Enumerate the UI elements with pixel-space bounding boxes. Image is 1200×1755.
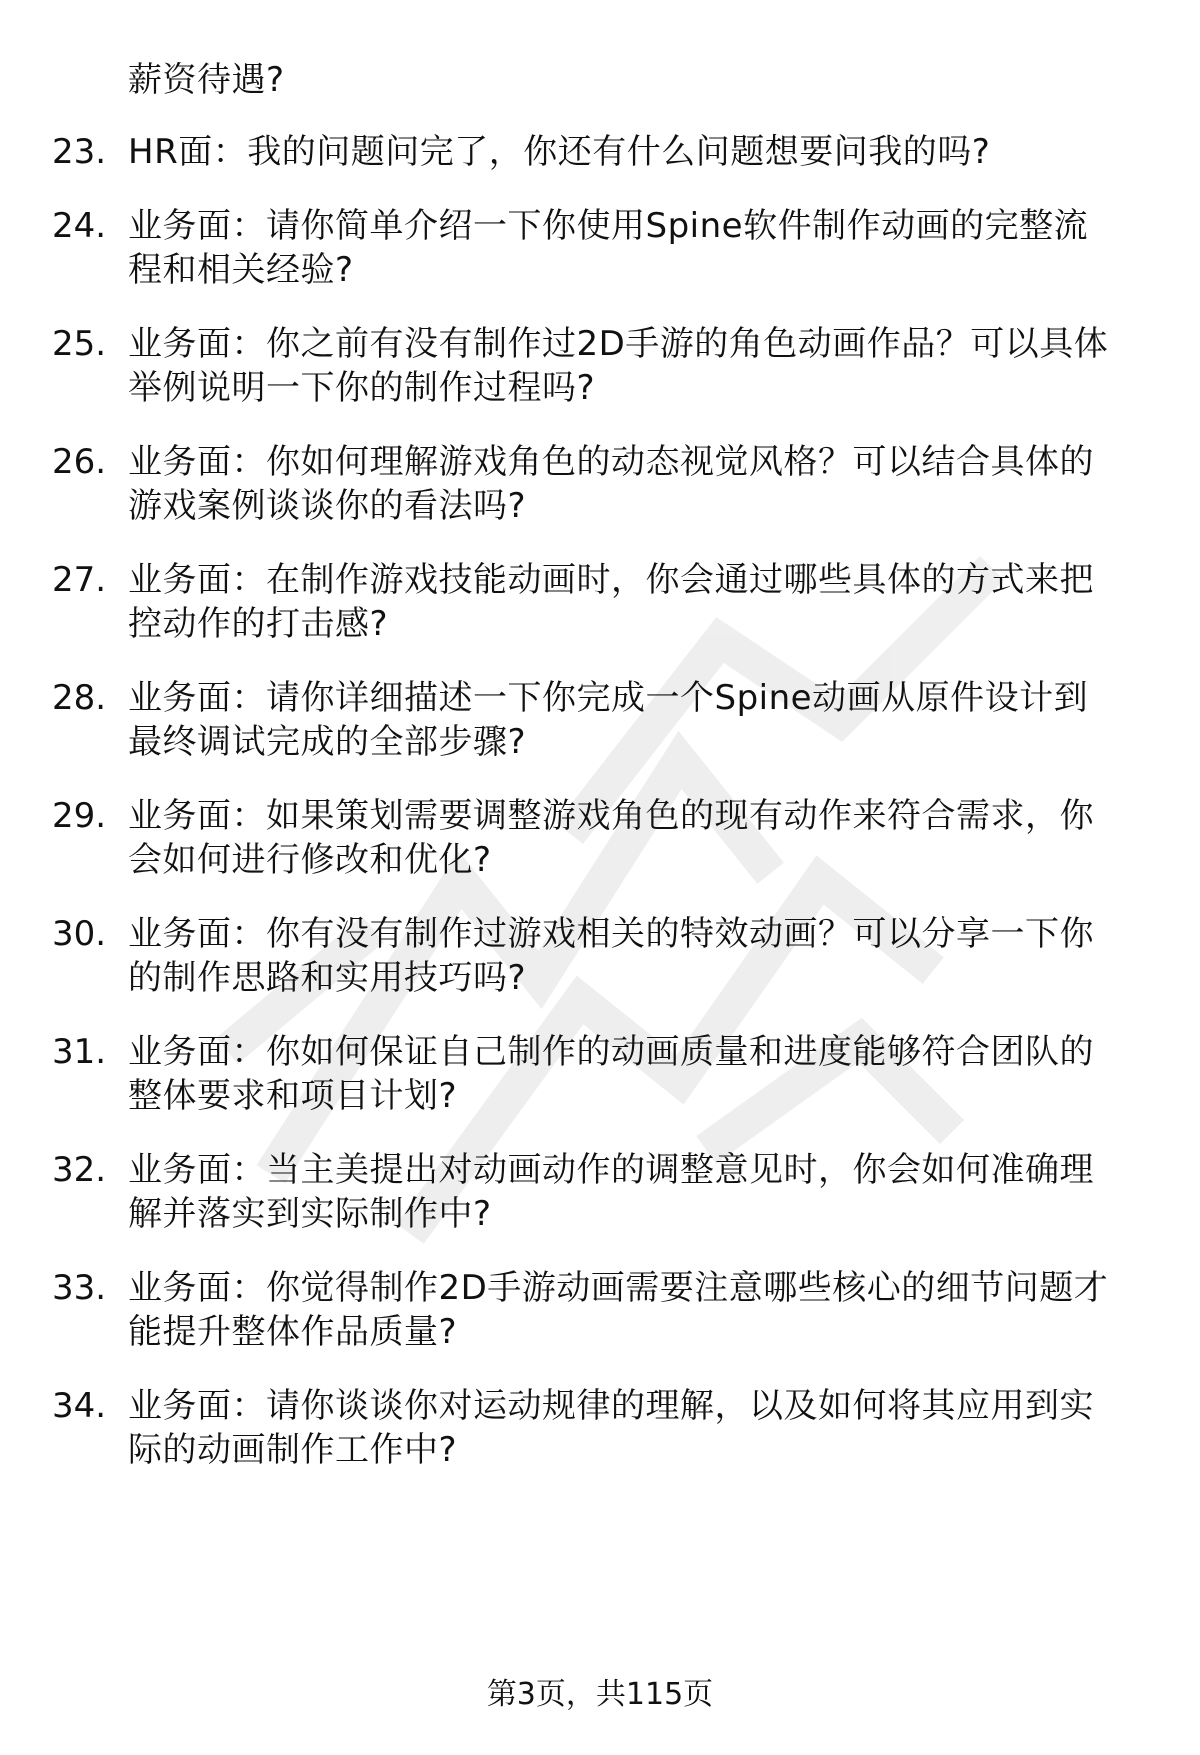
page-footer: 第3页，共115页 [486, 1677, 714, 1712]
item-number: 34. [52, 1386, 107, 1426]
item-number: 27. [52, 560, 107, 600]
item-text-line: 业务面：在制作游戏技能动画时，你会通过哪些具体的方式来把 [128, 560, 1094, 600]
item-text-line: 业务面：你如何理解游戏角色的动态视觉风格？可以结合具体的 [128, 442, 1094, 482]
item-text-line: 能提升整体作品质量? [128, 1312, 458, 1352]
item-text-line: 业务面：你觉得制作2D手游动画需要注意哪些核心的细节问题才 [128, 1268, 1109, 1308]
item-text-line: 程和相关经验? [128, 250, 354, 290]
item-number: 26. [52, 442, 107, 482]
item-text-line: 业务面：你有没有制作过游戏相关的特效动画？可以分享一下你 [128, 914, 1094, 954]
item-text-line: 会如何进行修改和优化? [128, 840, 492, 880]
item-text-line: 业务面：你之前有没有制作过2D手游的角色动画作品？可以具体 [128, 324, 1109, 364]
item-number: 28. [52, 678, 107, 718]
item-text-line: 业务面：请你详细描述一下你完成一个Spine动画从原件设计到 [128, 678, 1089, 718]
item-text-line: 业务面：请你谈谈你对运动规律的理解，以及如何将其应用到实 [128, 1386, 1094, 1426]
item-text-line: 业务面：当主美提出对动画动作的调整意见时，你会如何准确理 [128, 1150, 1094, 1190]
item-number: 24. [52, 206, 107, 246]
item-text-line: 控动作的打击感? [128, 604, 389, 644]
item-text-line: 解并落实到实际制作中? [128, 1194, 492, 1234]
item-text-line: 的制作思路和实用技巧吗? [128, 958, 527, 998]
item-text-line: 最终调试完成的全部步骤? [128, 722, 527, 762]
item-number: 25. [52, 324, 107, 364]
item-text-line: 业务面：请你简单介绍一下你使用Spine软件制作动画的完整流 [128, 206, 1089, 246]
item-number: 33. [52, 1268, 107, 1308]
item-text-line: HR面：我的问题问完了，你还有什么问题想要问我的吗? [128, 132, 991, 172]
item-number: 30. [52, 914, 107, 954]
item-number: 31. [52, 1032, 107, 1072]
item-text-line: 际的动画制作工作中? [128, 1430, 458, 1470]
item-text-line: 整体要求和项目计划? [128, 1076, 458, 1116]
item-text-line: 业务面：如果策划需要调整游戏角色的现有动作来符合需求，你 [128, 796, 1094, 836]
item-text-line: 游戏案例谈谈你的看法吗? [128, 486, 527, 526]
item-text-line: 举例说明一下你的制作过程吗? [128, 368, 596, 408]
item-text-line: 业务面：你如何保证自己制作的动画质量和进度能够符合团队的 [128, 1032, 1094, 1072]
item-number: 23. [52, 132, 107, 172]
continuation-text: 薪资待遇? [128, 60, 285, 100]
item-number: 29. [52, 796, 107, 836]
item-number: 32. [52, 1150, 107, 1190]
